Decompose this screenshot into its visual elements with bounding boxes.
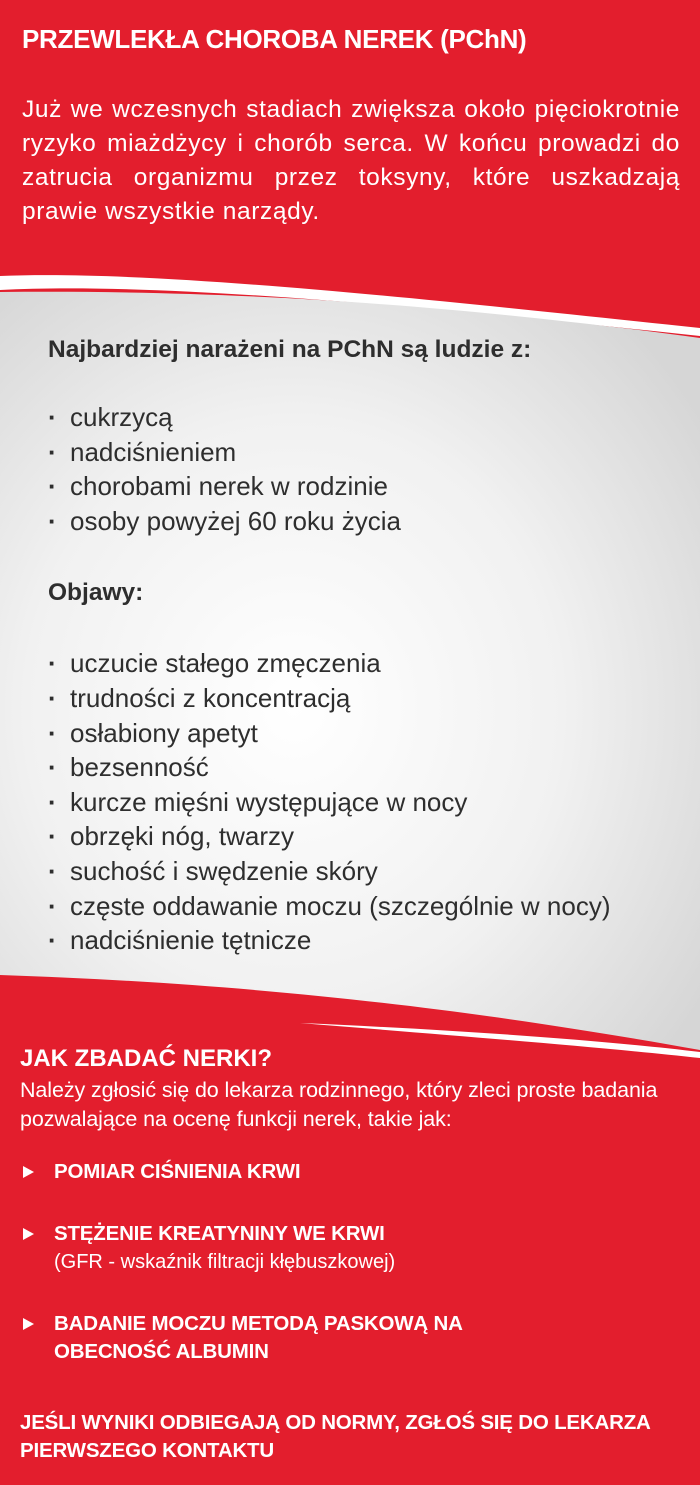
risk-groups-list	[48, 400, 648, 538]
final-note: JEŚLI WYNIKI ODBIEGAJĄ OD NORMY, ZGŁOŚ SIĘ DO LEKARZA PIERWSZEGO KONTAKTU	[20, 1411, 650, 1462]
arrow-right-icon	[23, 1166, 34, 1178]
symptoms-list	[48, 646, 648, 957]
list-item: · trudności z koncentracją	[48, 681, 648, 716]
arrow-right-icon	[23, 1318, 34, 1330]
list-item: · częste oddawanie moczu (szczególnie w nocy)	[48, 889, 648, 924]
info-panel	[48, 332, 648, 958]
how-to-check-text: Należy zgłosić się do lekarza rodzinnego, który zleci proste badania pozwalające na ocenę funkcji nerek, takie jak:	[20, 1078, 658, 1131]
page-title: PRZEWLEKŁA CHOROBA NEREK (PChN)	[22, 24, 527, 54]
list-item: · nadciśnieniem	[48, 435, 648, 470]
list-item: · chorobami nerek w rodzinie	[48, 469, 648, 504]
arrow-right-icon	[23, 1228, 34, 1240]
list-item: · kurcze mięśni występujące w nocy	[48, 785, 648, 820]
list-item: · bezsenność	[48, 750, 648, 785]
how-to-check-heading: JAK ZBADAĆ NERKI?	[20, 1045, 272, 1072]
test-item	[20, 1310, 690, 1366]
symptoms-heading: Objawy:	[48, 579, 144, 607]
test-item	[20, 1220, 690, 1276]
list-item: · obrzęki nóg, twarzy	[48, 819, 648, 854]
list-item: · osłabiony apetyt	[48, 716, 648, 751]
tests-list	[20, 1158, 690, 1366]
risk-groups-heading: Najbardziej narażeni na PChN są ludzie z:	[48, 336, 532, 363]
how-to-check-section	[20, 1042, 690, 1462]
list-item: · suchość i swędzenie skóry	[48, 854, 648, 889]
list-item: · osoby powyżej 60 roku życia	[48, 504, 648, 539]
test-label: POMIAR CIŚNIENIA KRWI	[54, 1160, 301, 1183]
test-label: STĘŻENIE KREATYNINY WE KRWI	[54, 1222, 385, 1245]
test-note: (GFR - wskaźnik filtracji kłębuszkowej)	[54, 1251, 396, 1273]
test-label: BADANIE MOCZU METODĄ PASKOWĄ NA OBECNOŚĆ ALBUMIN	[54, 1312, 462, 1363]
list-item: · uczucie stałego zmęczenia	[48, 646, 648, 681]
test-item	[20, 1158, 690, 1186]
list-item: · nadciśnienie tętnicze	[48, 923, 648, 958]
intro-paragraph: Już we wczesnych stadiach zwiększa około pięciokrotnie ryzyko miażdżycy i chorób serca. W końcu prowadzi do zatrucia organizmu przez toksyny, które uszkadzają prawie wszystkie narządy.	[22, 96, 680, 225]
list-item: · cukrzycą	[48, 400, 648, 435]
